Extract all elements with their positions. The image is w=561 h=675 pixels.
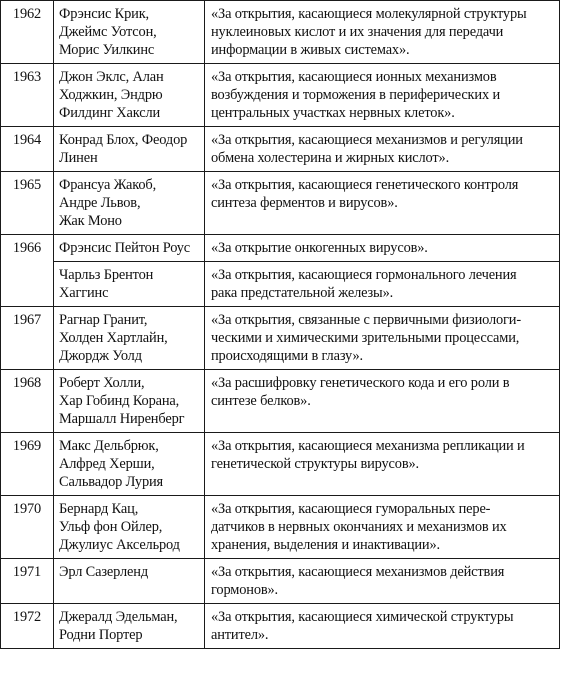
laureate-line: Чарльз Брентон: [59, 267, 154, 283]
laureate-line: Конрад Блох, Феодор: [59, 132, 188, 148]
laureates-cell: [54, 559, 205, 604]
year: 1962: [12, 6, 42, 22]
citation-line: «За открытие онкогенных вирусов».: [211, 240, 428, 256]
year: 1971: [12, 564, 42, 580]
laureates-cell: [54, 496, 205, 559]
citation-line: нуклеиновых кислот и их значения для передачи: [211, 24, 504, 40]
year: 1970: [12, 501, 42, 517]
year-cell: [1, 370, 54, 433]
citation-line: синтеза ферментов и вирусов».: [211, 195, 398, 211]
table-row: [1, 64, 560, 127]
citation-cell: [205, 172, 560, 235]
year: 1965: [12, 177, 42, 193]
laureate-line: Родни Портер: [59, 627, 143, 643]
year-cell: [1, 64, 54, 127]
citation-line: ческими и химическими зрительными процессами,: [211, 330, 520, 346]
year: 1963: [12, 69, 42, 85]
laureate-line: Фрэнсис Пейтон Роус: [59, 240, 190, 256]
table-row: [1, 307, 560, 370]
citation-line: гормонов».: [211, 582, 279, 598]
laureate-line: Эрл Сазерленд: [59, 564, 148, 580]
laureate-line: Хар Гобинд Корана,: [59, 393, 180, 409]
laureates-cell: [54, 172, 205, 235]
year: 1967: [12, 312, 42, 328]
citation-line: «За открытия, касающиеся ионных механизмов: [211, 69, 497, 85]
table-row: [1, 370, 560, 433]
citation-line: «За открытия, касающиеся молекулярной структуры: [211, 6, 527, 22]
citation-line: «За открытия, связанные с первичными физиологи-: [211, 312, 522, 328]
year: 1964: [12, 132, 42, 148]
year-cell: [1, 559, 54, 604]
laureate-line: Джон Эклс, Алан: [59, 69, 164, 85]
laureate-line: Холден Хартлайн,: [59, 330, 168, 346]
laureate-line: Фрэнсис Крик,: [59, 6, 150, 22]
laureate-line: Франсуа Жакоб,: [59, 177, 157, 193]
citation-line: «За открытия, касающиеся гуморальных пере-: [211, 501, 491, 517]
laureate-line: Роберт Холли,: [59, 375, 145, 391]
citation-line: «За открытия, касающиеся химической структуры: [211, 609, 514, 625]
citation-cell: [205, 559, 560, 604]
citation-line: центральных участках нервных клеток».: [211, 105, 455, 121]
year-cell: [1, 235, 54, 307]
citation-cell: [205, 127, 560, 172]
citation-cell: [205, 433, 560, 496]
citation-line: антител».: [211, 627, 269, 643]
citation-line: хранения, выделения и инактивации».: [211, 537, 440, 553]
table-row: [1, 604, 560, 649]
table-row: [1, 559, 560, 604]
year-cell: [1, 1, 54, 64]
laureate-line: Маршалл Ниренберг: [59, 411, 185, 427]
year: 1966: [12, 240, 42, 256]
laureates-cell: [54, 604, 205, 649]
citation-line: возбуждения и торможения в периферических и: [211, 87, 500, 103]
laureate-line: Джеймс Уотсон,: [59, 24, 157, 40]
laureate-line: Хаггинс: [59, 285, 109, 301]
laureate-line: Линен: [59, 150, 98, 166]
laureates-cell: [54, 307, 205, 370]
year: 1969: [12, 438, 42, 454]
citation-line: «За открытия, касающиеся механизма репликации и: [211, 438, 525, 454]
laureate-line: Джордж Уолд: [59, 348, 142, 364]
laureates-cell: [54, 370, 205, 433]
citation-line: информации в живых системах».: [211, 42, 410, 58]
table-row: [1, 127, 560, 172]
year-cell: [1, 496, 54, 559]
laureate-line: Джулиус Аксельрод: [59, 537, 180, 553]
citation-line: обмена холестерина и жирных кислот».: [211, 150, 450, 166]
citation-line: «За открытия, касающиеся генетического контроля: [211, 177, 519, 193]
citation-line: происходящими в глазу».: [211, 348, 363, 364]
citation-cell: [205, 235, 560, 262]
year-cell: [1, 604, 54, 649]
laureate-line: Андре Львов,: [59, 195, 141, 211]
citation-line: синтезе белков».: [211, 393, 311, 409]
table-row: [1, 172, 560, 235]
laureate-line: Морис Уилкинс: [59, 42, 155, 58]
year-cell: [1, 127, 54, 172]
citation-line: «За открытия, касающиеся гормонального лечения: [211, 267, 517, 283]
table-row: [1, 433, 560, 496]
citation-line: генетической структуры вирусов».: [211, 456, 419, 472]
citation-line: «За расшифровку генетического кода и его роли в: [211, 375, 510, 391]
citation-line: рака предстательной железы».: [211, 285, 394, 301]
laureate-line: Макс Дельбрюк,: [59, 438, 159, 454]
citation-line: «За открытия, касающиеся механизмов и регуляции: [211, 132, 523, 148]
laureates-cell: [54, 262, 205, 307]
table-row: [1, 496, 560, 559]
laureate-line: Ходжкин, Эндрю: [59, 87, 163, 103]
laureate-line: Филдинг Хаксли: [59, 105, 161, 121]
table-row: [1, 1, 560, 64]
table-row: [1, 262, 560, 307]
laureate-line: Ульф фон Ойлер,: [59, 519, 163, 535]
year-cell: [1, 172, 54, 235]
citation-line: «За открытия, касающиеся механизмов действия: [211, 564, 505, 580]
laureate-line: Джералд Эдельман,: [59, 609, 178, 625]
year: 1972: [12, 609, 42, 625]
citation-cell: [205, 370, 560, 433]
citation-cell: [205, 604, 560, 649]
laureates-cell: [54, 64, 205, 127]
citation-cell: [205, 496, 560, 559]
citation-cell: [205, 1, 560, 64]
year-cell: [1, 307, 54, 370]
laureate-line: Сальвадор Лурия: [59, 474, 164, 490]
laureates-cell: [54, 1, 205, 64]
citation-cell: [205, 64, 560, 127]
laureate-line: Бернард Кац,: [59, 501, 139, 517]
table-row: [1, 235, 560, 262]
laureate-line: Рагнар Гранит,: [59, 312, 148, 328]
laureate-line: Жак Моно: [59, 213, 122, 229]
year-cell: [1, 433, 54, 496]
citation-cell: [205, 262, 560, 307]
laureates-cell: [54, 127, 205, 172]
laureate-line: Алфред Херши,: [59, 456, 155, 472]
citation-cell: [205, 307, 560, 370]
laureates-cell: [54, 433, 205, 496]
citation-line: датчиков в нервных окончаниях и механизмов их: [211, 519, 507, 535]
laureates-cell: [54, 235, 205, 262]
year: 1968: [12, 375, 42, 391]
